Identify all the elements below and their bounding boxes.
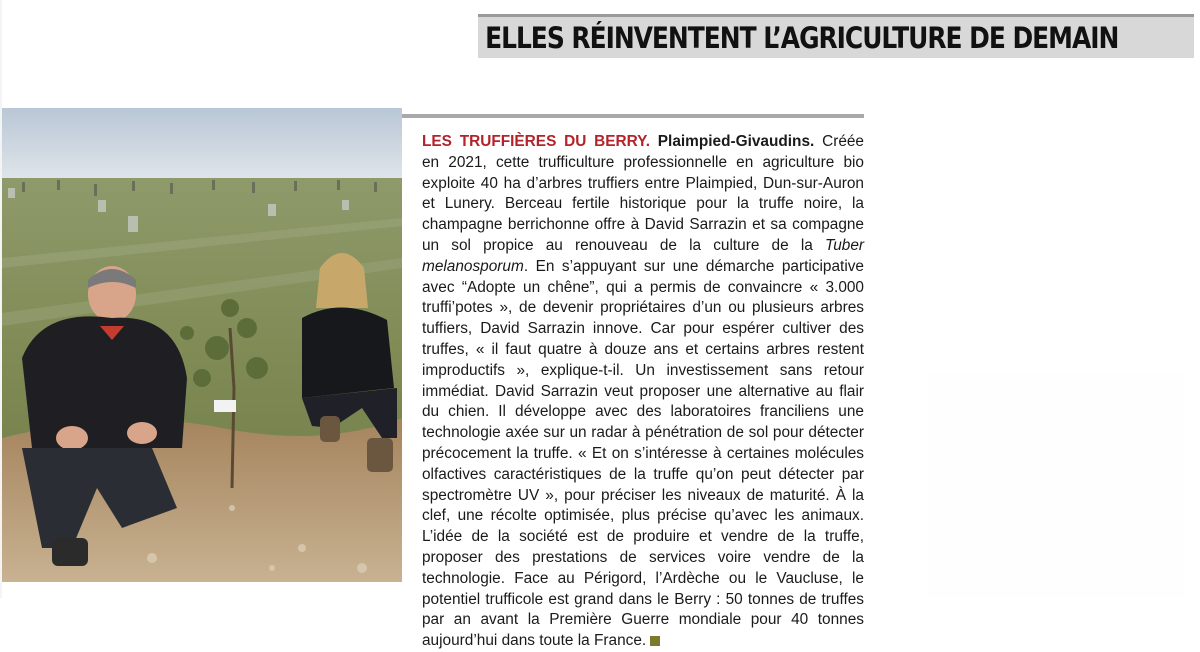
end-of-article-icon — [650, 636, 660, 646]
article-photo — [2, 108, 402, 582]
article-top-rule — [402, 114, 864, 118]
article-text-part1: Créée en 2021, cette trufficulture professionnelle en agriculture bio exploite 40 ha d’arbres truffiers entre Plaimpied, Dun-sur-Auron et Lunery. Berceau fertile historique pour la truffe noire, la champagne berrichonne offre à David Sarrazin et sa compagne un sol propice au renouveau de la culture de la — [422, 133, 864, 254]
section-title: ELLES RÉINVENTENT L’AGRICULTURE DE DEMAIN — [484, 21, 1118, 55]
article-kicker: LES TRUFFIÈRES DU BERRY. — [422, 133, 650, 150]
blank-area — [928, 372, 1184, 598]
section-header — [478, 14, 1194, 58]
article-text-part2: . En s’appuyant sur une démarche participative avec “Adopte un chêne”, qui a permis de convaincre « 3.000 truffi’potes », de devenir propriétaires d’un ou plusieurs arbres tuffiers, David Sarrazin innove. Car pour espérer cultiver des truffes, « il faut quatre à douze ans et certains arbres restent improductifs », explique-t-il. Un investissement sans retour immédiat. David Sarrazin veut proposer une alternative au flair du chien. Il développe avec des laboratoires franciliens une technologie axée sur un radar à pénétration de sol pour détecter précocement la truffe. « Et on s’intéresse à certaines molécules olfactives caractéristiques de la truffe qu’on peut détecter par spectromètre UV », pour préciser les niveaux de maturité. À la clef, une récolte optimisée, plus précise qu’avec les animaux. L’idée de la société est de produire et vendre de la truffe, proposer des prestations de services voire vendre de la technologie. Face au Périgord, l’Ardèche ou le Vaucluse, le potentiel trufficole est grand dans le Berry : 50 tonnes de truffes par an avant la Première Guerre mondiale pour 40 tonnes aujourd’hui dans toute la France. — [422, 257, 864, 650]
article-body — [422, 132, 864, 652]
article-location: Plaimpied-Givaudins. — [657, 133, 815, 150]
species-name: Tuber melanosporum — [422, 236, 864, 275]
